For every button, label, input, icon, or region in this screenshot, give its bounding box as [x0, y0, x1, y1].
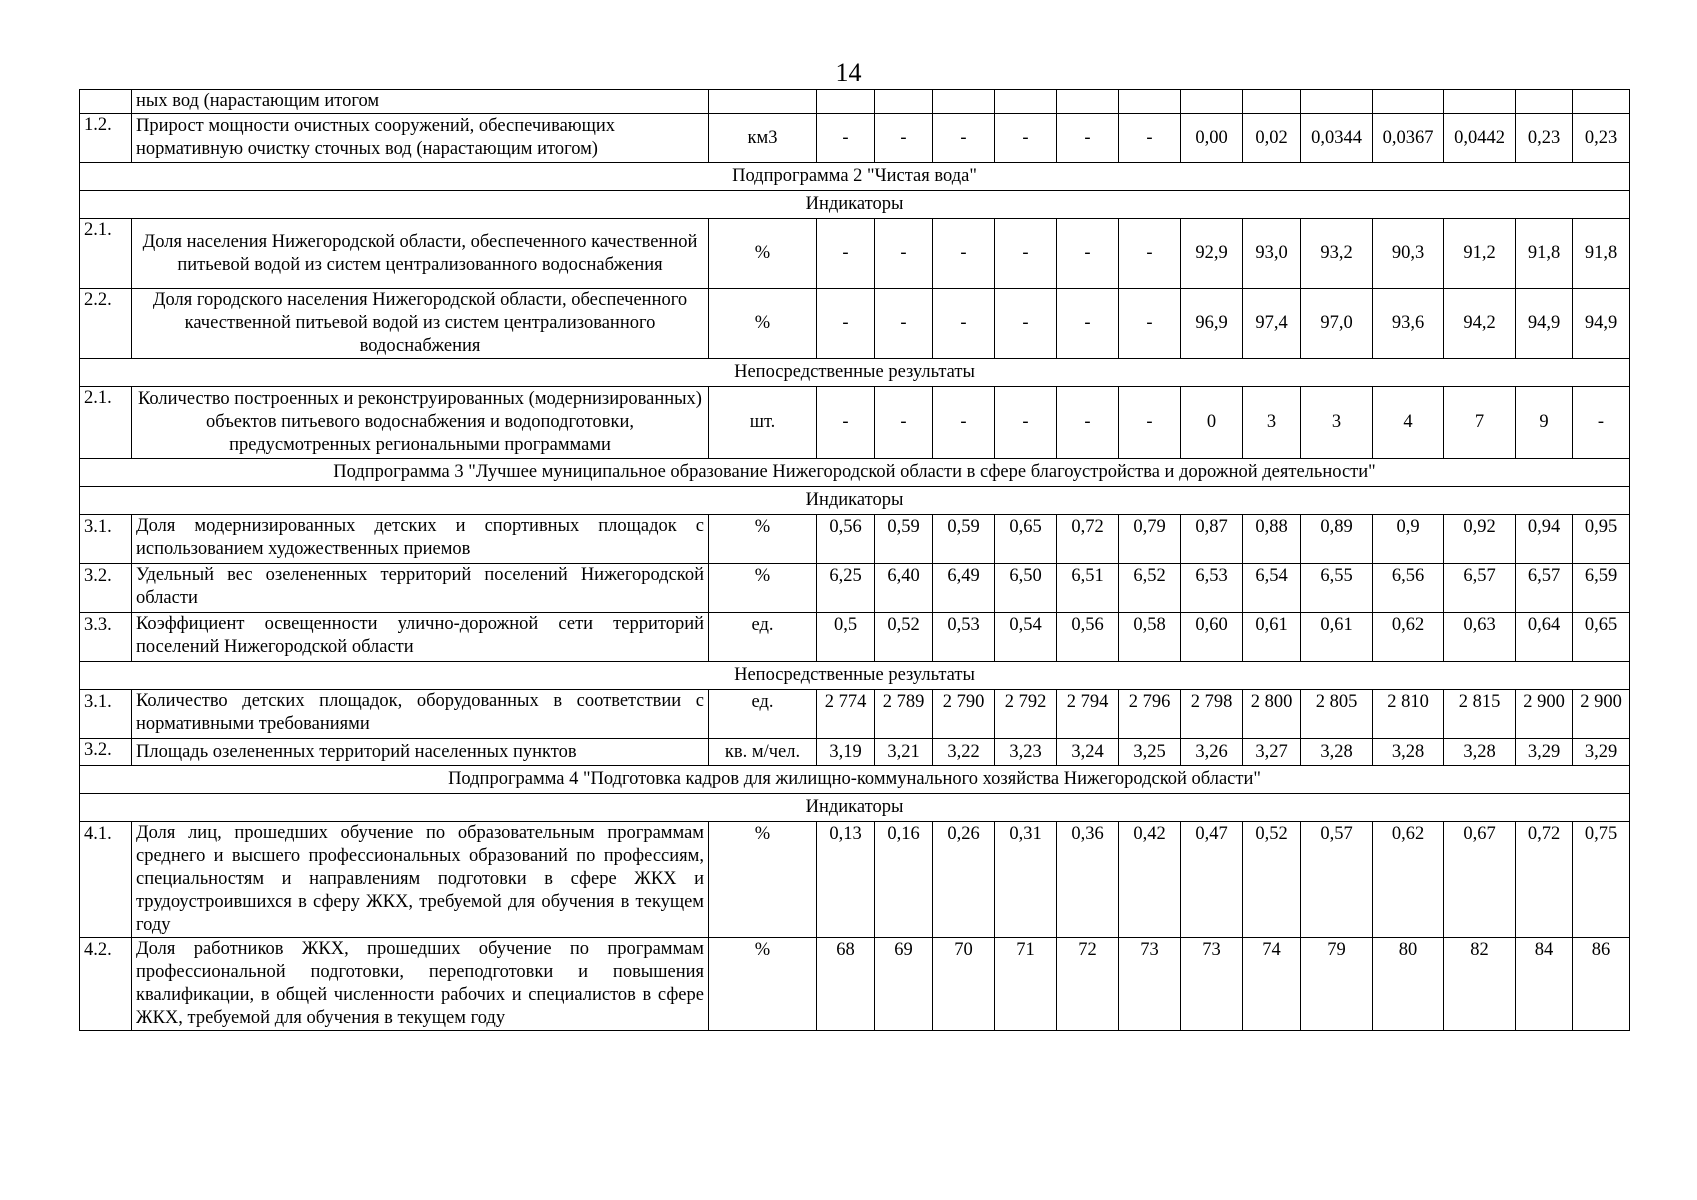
value-cell: 0,95 [1573, 515, 1630, 564]
page-number: 14 [835, 58, 862, 87]
value-cell: 73 [1119, 938, 1181, 1031]
value-cell: 0,0344 [1301, 114, 1373, 163]
table-row [80, 114, 1630, 163]
value-cell: 0,52 [875, 613, 933, 662]
table-row [80, 739, 1630, 766]
value-cell: 0,53 [933, 613, 995, 662]
value-cell: 6,55 [1301, 564, 1373, 613]
value-cell: 0,94 [1516, 515, 1573, 564]
value-cell: - [933, 219, 995, 289]
value-cell: - [933, 387, 995, 459]
value-cell: - [995, 289, 1057, 359]
value-cell: 0,65 [1573, 613, 1630, 662]
value-cell: 0,42 [1119, 822, 1181, 938]
value-cell: - [1119, 289, 1181, 359]
value-cell: 4 [1373, 387, 1444, 459]
value-cell: 0,72 [1516, 822, 1573, 938]
value-cell [1516, 90, 1573, 114]
value-cell: 0,89 [1301, 515, 1373, 564]
value-cell: 0,67 [1444, 822, 1516, 938]
value-cell [933, 90, 995, 114]
value-cell: 0,60 [1181, 613, 1243, 662]
value-cell: 79 [1301, 938, 1373, 1031]
value-cell: 69 [875, 938, 933, 1031]
value-cell: 2 798 [1181, 690, 1243, 739]
value-cell: 68 [817, 938, 875, 1031]
value-cell: 6,52 [1119, 564, 1181, 613]
value-cell: 72 [1057, 938, 1119, 1031]
table-row [80, 690, 1630, 739]
value-cell: 86 [1573, 938, 1630, 1031]
value-cell: 0,13 [817, 822, 875, 938]
value-cell: 2 900 [1516, 690, 1573, 739]
value-cell: 0,59 [933, 515, 995, 564]
value-cell: - [875, 114, 933, 163]
value-cell: 6,56 [1373, 564, 1444, 613]
value-cell: 0,36 [1057, 822, 1119, 938]
table-row [80, 387, 1630, 459]
value-cell: 97,0 [1301, 289, 1373, 359]
section-title: Индикаторы [80, 487, 1630, 515]
value-cell: - [1119, 114, 1181, 163]
value-cell: 3,23 [995, 739, 1057, 766]
value-cell: 91,2 [1444, 219, 1516, 289]
value-cell: 71 [995, 938, 1057, 1031]
value-cell: 0,61 [1301, 613, 1373, 662]
section-title: Подпрограмма 2 "Чистая вода" [80, 163, 1630, 191]
value-cell: - [817, 289, 875, 359]
value-cell: 0 [1181, 387, 1243, 459]
unit-cell: % [709, 564, 817, 613]
value-cell: 3 [1243, 387, 1301, 459]
section-title: Подпрограмма 3 "Лучшее муниципальное образование Нижегородской области в сфере благоустройства и дорожной деятельности" [80, 459, 1630, 487]
unit-cell: % [709, 289, 817, 359]
value-cell: 6,59 [1573, 564, 1630, 613]
value-cell: 70 [933, 938, 995, 1031]
value-cell: 93,6 [1373, 289, 1444, 359]
value-cell: 0,62 [1373, 822, 1444, 938]
row-number: 2.2. [80, 289, 132, 359]
value-cell: 0,02 [1243, 114, 1301, 163]
value-cell: - [1057, 114, 1119, 163]
value-cell: 90,3 [1373, 219, 1444, 289]
indicator-name: Коэффициент освещенности улично-дорожной сети территорий поселений Нижегородской области [132, 613, 709, 662]
value-cell: 0,00 [1181, 114, 1243, 163]
value-cell: - [817, 387, 875, 459]
unit-cell: шт. [709, 387, 817, 459]
value-cell: 0,5 [817, 613, 875, 662]
value-cell: 0,61 [1243, 613, 1301, 662]
value-cell: 6,51 [1057, 564, 1119, 613]
unit-cell: % [709, 938, 817, 1031]
section-title: Индикаторы [80, 191, 1630, 219]
value-cell: 3,25 [1119, 739, 1181, 766]
value-cell: 6,57 [1516, 564, 1573, 613]
value-cell: 6,40 [875, 564, 933, 613]
value-cell: - [1573, 387, 1630, 459]
value-cell: 73 [1181, 938, 1243, 1031]
value-cell: 0,23 [1573, 114, 1630, 163]
value-cell: 94,9 [1573, 289, 1630, 359]
value-cell: 3,26 [1181, 739, 1243, 766]
value-cell: 0,64 [1516, 613, 1573, 662]
value-cell: 0,63 [1444, 613, 1516, 662]
value-cell: 6,57 [1444, 564, 1516, 613]
unit-cell: ед. [709, 613, 817, 662]
section-title: Непосредственные результаты [80, 662, 1630, 690]
value-cell: 6,54 [1243, 564, 1301, 613]
value-cell: 9 [1516, 387, 1573, 459]
unit-cell [709, 90, 817, 114]
indicator-name: Количество построенных и реконструированных (модернизированных) объектов питьевого водоснабжения и водоподготовки, предусмотренных региональными программами [132, 387, 709, 459]
value-cell: 0,75 [1573, 822, 1630, 938]
value-cell: 93,2 [1301, 219, 1373, 289]
value-cell [817, 90, 875, 114]
row-number: 3.3. [80, 613, 132, 662]
value-cell: - [817, 219, 875, 289]
value-cell: 0,56 [1057, 613, 1119, 662]
value-cell: - [995, 219, 1057, 289]
value-cell: 3,28 [1373, 739, 1444, 766]
table-row [80, 822, 1630, 938]
value-cell: - [1119, 387, 1181, 459]
indicator-name: Прирост мощности очистных сооружений, обеспечивающих нормативную очистку сточных вод (нарастающим итогом) [132, 114, 709, 163]
value-cell: 2 792 [995, 690, 1057, 739]
row-number: 3.1. [80, 515, 132, 564]
value-cell: 74 [1243, 938, 1301, 1031]
indicator-name: Количество детских площадок, оборудованных в соответствии с нормативными требованиями [132, 690, 709, 739]
value-cell: 0,23 [1516, 114, 1573, 163]
value-cell: 2 796 [1119, 690, 1181, 739]
value-cell: - [933, 289, 995, 359]
row-number: 1.2. [80, 114, 132, 163]
value-cell: 0,0442 [1444, 114, 1516, 163]
indicator-name: Удельный вес озелененных территорий поселений Нижегородской области [132, 564, 709, 613]
value-cell: - [1057, 289, 1119, 359]
unit-cell: ед. [709, 690, 817, 739]
section-row [80, 794, 1630, 822]
value-cell: - [995, 387, 1057, 459]
value-cell: - [995, 114, 1057, 163]
indicator-name: ных вод (нарастающим итогом [132, 90, 709, 114]
value-cell: 0,58 [1119, 613, 1181, 662]
value-cell: - [1057, 387, 1119, 459]
value-cell: 3,22 [933, 739, 995, 766]
row-number: 3.1. [80, 690, 132, 739]
indicators-table [79, 89, 1630, 1031]
section-row [80, 487, 1630, 515]
value-cell: 0,65 [995, 515, 1057, 564]
table-row [80, 938, 1630, 1031]
value-cell: 6,50 [995, 564, 1057, 613]
value-cell: 2 815 [1444, 690, 1516, 739]
value-cell [1243, 90, 1301, 114]
value-cell: 0,52 [1243, 822, 1301, 938]
value-cell: 84 [1516, 938, 1573, 1031]
value-cell: 0,72 [1057, 515, 1119, 564]
value-cell: 3,19 [817, 739, 875, 766]
value-cell: 3,28 [1444, 739, 1516, 766]
value-cell: 0,88 [1243, 515, 1301, 564]
value-cell: 80 [1373, 938, 1444, 1031]
value-cell: 3 [1301, 387, 1373, 459]
value-cell: - [1119, 219, 1181, 289]
table-row [80, 219, 1630, 289]
section-row [80, 459, 1630, 487]
value-cell: 91,8 [1516, 219, 1573, 289]
value-cell [1573, 90, 1630, 114]
value-cell: 92,9 [1181, 219, 1243, 289]
value-cell: 2 810 [1373, 690, 1444, 739]
row-number: 2.1. [80, 219, 132, 289]
value-cell: 0,92 [1444, 515, 1516, 564]
value-cell [875, 90, 933, 114]
table-row [80, 613, 1630, 662]
table-body [80, 90, 1630, 1031]
indicator-name: Доля модернизированных детских и спортивных площадок с использованием художественных приемов [132, 515, 709, 564]
value-cell: 91,8 [1573, 219, 1630, 289]
section-title: Индикаторы [80, 794, 1630, 822]
value-cell: 3,21 [875, 739, 933, 766]
value-cell: 0,9 [1373, 515, 1444, 564]
value-cell: 7 [1444, 387, 1516, 459]
value-cell: 2 794 [1057, 690, 1119, 739]
indicator-name: Доля работников ЖКХ, прошедших обучение по программам профессиональной подготовки, переподготовки и повышения квалификации, в общей численности рабочих и специалистов в сфере ЖКХ, требуемой для обучения в текущем году [132, 938, 709, 1031]
value-cell: 97,4 [1243, 289, 1301, 359]
value-cell: 2 790 [933, 690, 995, 739]
row-number: 2.1. [80, 387, 132, 459]
value-cell [1119, 90, 1181, 114]
value-cell: 0,0367 [1373, 114, 1444, 163]
value-cell [1373, 90, 1444, 114]
table-row [80, 90, 1630, 114]
value-cell: 0,57 [1301, 822, 1373, 938]
value-cell [1301, 90, 1373, 114]
row-number: 3.2. [80, 739, 132, 766]
value-cell: 96,9 [1181, 289, 1243, 359]
value-cell: 6,53 [1181, 564, 1243, 613]
unit-cell: % [709, 515, 817, 564]
value-cell: 3,29 [1516, 739, 1573, 766]
unit-cell: кв. м/чел. [709, 739, 817, 766]
value-cell: 3,29 [1573, 739, 1630, 766]
value-cell: 0,56 [817, 515, 875, 564]
value-cell: 6,25 [817, 564, 875, 613]
value-cell: 94,9 [1516, 289, 1573, 359]
value-cell: - [875, 219, 933, 289]
value-cell: - [1057, 219, 1119, 289]
value-cell: - [933, 114, 995, 163]
value-cell: 0,62 [1373, 613, 1444, 662]
value-cell: 2 900 [1573, 690, 1630, 739]
value-cell: 82 [1444, 938, 1516, 1031]
value-cell: - [875, 289, 933, 359]
section-title: Непосредственные результаты [80, 359, 1630, 387]
value-cell [1057, 90, 1119, 114]
section-row [80, 359, 1630, 387]
value-cell [1181, 90, 1243, 114]
section-row [80, 766, 1630, 794]
indicator-name: Площадь озелененных территорий населенных пунктов [132, 739, 709, 766]
value-cell: 0,16 [875, 822, 933, 938]
value-cell: - [875, 387, 933, 459]
value-cell: 0,59 [875, 515, 933, 564]
section-row [80, 163, 1630, 191]
value-cell: 94,2 [1444, 289, 1516, 359]
value-cell: 2 789 [875, 690, 933, 739]
unit-cell: % [709, 822, 817, 938]
value-cell [1444, 90, 1516, 114]
value-cell: 0,31 [995, 822, 1057, 938]
value-cell: 3,28 [1301, 739, 1373, 766]
value-cell: 2 774 [817, 690, 875, 739]
row-number [80, 90, 132, 114]
row-number: 3.2. [80, 564, 132, 613]
value-cell: 0,79 [1119, 515, 1181, 564]
value-cell: 0,26 [933, 822, 995, 938]
indicator-name: Доля городского населения Нижегородской области, обеспеченного качественной питьевой водой из систем централизованного водоснабжения [132, 289, 709, 359]
unit-cell: % [709, 219, 817, 289]
value-cell: 0,47 [1181, 822, 1243, 938]
indicator-name: Доля населения Нижегородской области, обеспеченного качественной питьевой водой из систем централизованного водоснабжения [132, 219, 709, 289]
table-row [80, 515, 1630, 564]
value-cell: 0,87 [1181, 515, 1243, 564]
indicator-name: Доля лиц, прошедших обучение по образовательным программам среднего и высшего профессиональных образований по профессиям, специальностям и направлениям подготовки в сфере ЖКХ и трудоустроившихся в сферу ЖКХ, требуемой для обучения в текущем году [132, 822, 709, 938]
value-cell: 3,27 [1243, 739, 1301, 766]
section-title: Подпрограмма 4 "Подготовка кадров для жилищно-коммунального хозяйства Нижегородской области" [80, 766, 1630, 794]
section-row [80, 662, 1630, 690]
value-cell: 6,49 [933, 564, 995, 613]
value-cell: 3,24 [1057, 739, 1119, 766]
unit-cell: км3 [709, 114, 817, 163]
row-number: 4.1. [80, 822, 132, 938]
value-cell: - [817, 114, 875, 163]
table-row [80, 289, 1630, 359]
value-cell [995, 90, 1057, 114]
row-number: 4.2. [80, 938, 132, 1031]
value-cell: 0,54 [995, 613, 1057, 662]
value-cell: 2 805 [1301, 690, 1373, 739]
value-cell: 2 800 [1243, 690, 1301, 739]
section-row [80, 191, 1630, 219]
value-cell: 93,0 [1243, 219, 1301, 289]
table-row [80, 564, 1630, 613]
